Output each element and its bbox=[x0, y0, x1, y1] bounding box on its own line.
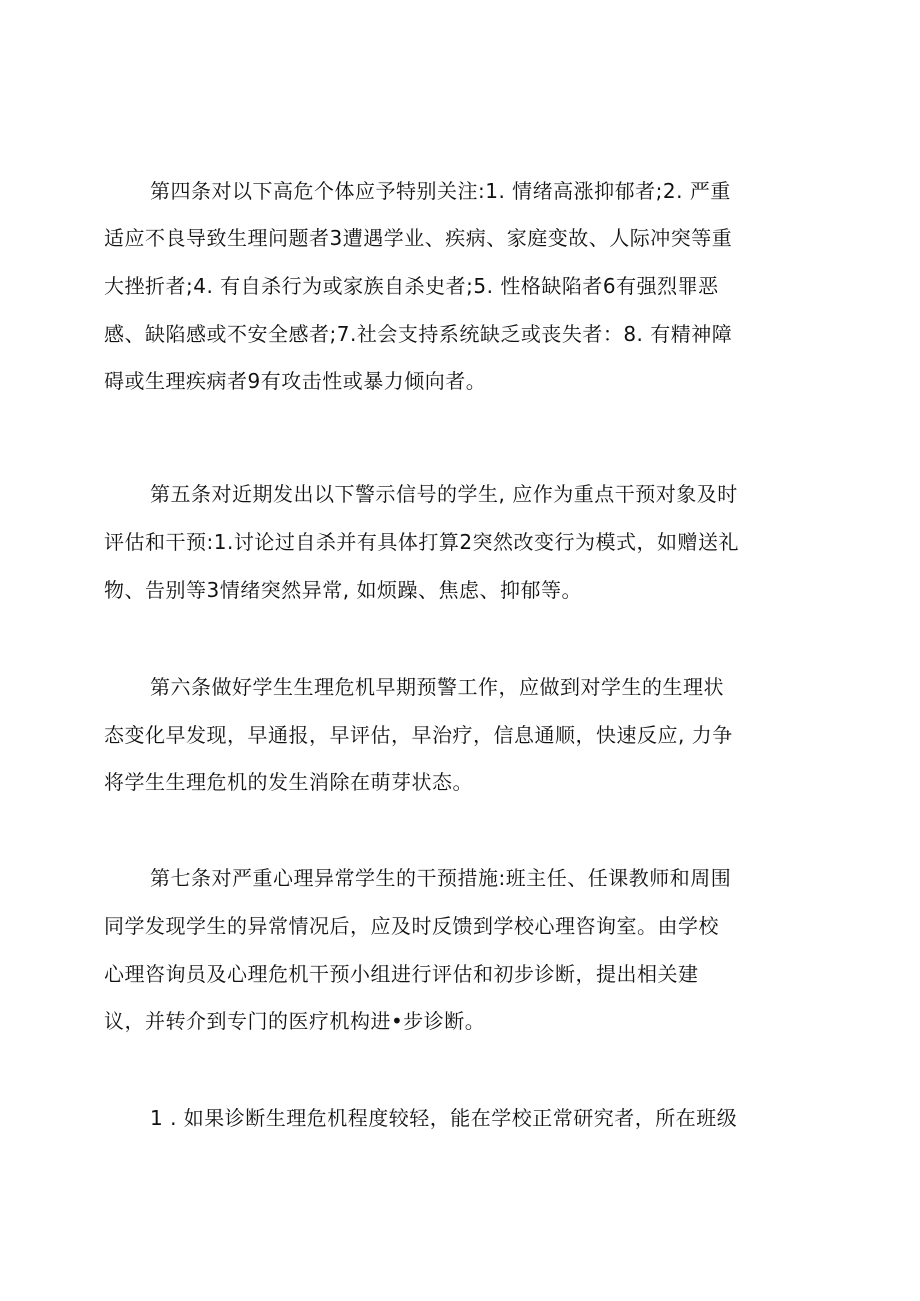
paragraph-5-line-1: 1 . 如果诊断生理危机程度较轻，能在学校正常研究者，所在班级 bbox=[150, 1106, 738, 1130]
paragraph-4-line-1: 第七条对严重心理异常学生的干预措施:班主任、任课教师和周围 bbox=[150, 866, 732, 890]
paragraph-2-line-2: 评估和干预:1.讨论过自杀并有具体打算2突然改变行为模式，如赠送礼 bbox=[104, 530, 740, 554]
paragraph-4-line-2: 同学发现学生的异常情况后，应及时反馈到学校心理咨询室。由学校 bbox=[104, 914, 719, 938]
paragraph-1-line-4: 感、缺陷感或不安全感者;7.社会支持系统缺乏或丧失者：8. 有精神障 bbox=[104, 322, 733, 346]
paragraph-2-line-3: 物、告别等3情绪突然异常, 如烦躁、焦虑、抑郁等。 bbox=[104, 578, 582, 602]
paragraph-3-line-1: 第六条做好学生生理危机早期预警工作，应做到对学生的生理状 bbox=[150, 675, 724, 699]
paragraph-2-line-1: 第五条对近期发出以下警示信号的学生, 应作为重点干预对象及时 bbox=[150, 482, 738, 506]
paragraph-1-line-5: 碍或生理疾病者9有攻击性或暴力倾向者。 bbox=[104, 369, 487, 393]
paragraph-3-line-2: 态变化早发现，早通报，早评估，早治疗，信息通顺，快速反应, 力争 bbox=[104, 723, 733, 747]
paragraph-3-line-3: 将学生生理危机的发生消除在萌芽状态。 bbox=[104, 770, 473, 794]
paragraph-4-line-3: 心理咨询员及心理危机干预小组进行评估和初步诊断，提出相关建 bbox=[104, 962, 699, 986]
paragraph-1-line-2: 适应不良导致生理问题者3遭遇学业、疾病、家庭变故、人际冲突等重 bbox=[104, 226, 733, 250]
paragraph-1-line-1: 第四条对以下高危个体应予特别关注:1. 情绪高涨抑郁者;2. 严重 bbox=[150, 179, 731, 203]
paragraph-1-line-3: 大挫折者;4. 有自杀行为或家族自杀史者;5. 性格缺陷者6有强烈罪恶 bbox=[104, 274, 719, 298]
paragraph-4-line-4: 议，并转介到专门的医疗机构进•步诊断。 bbox=[104, 1009, 486, 1033]
